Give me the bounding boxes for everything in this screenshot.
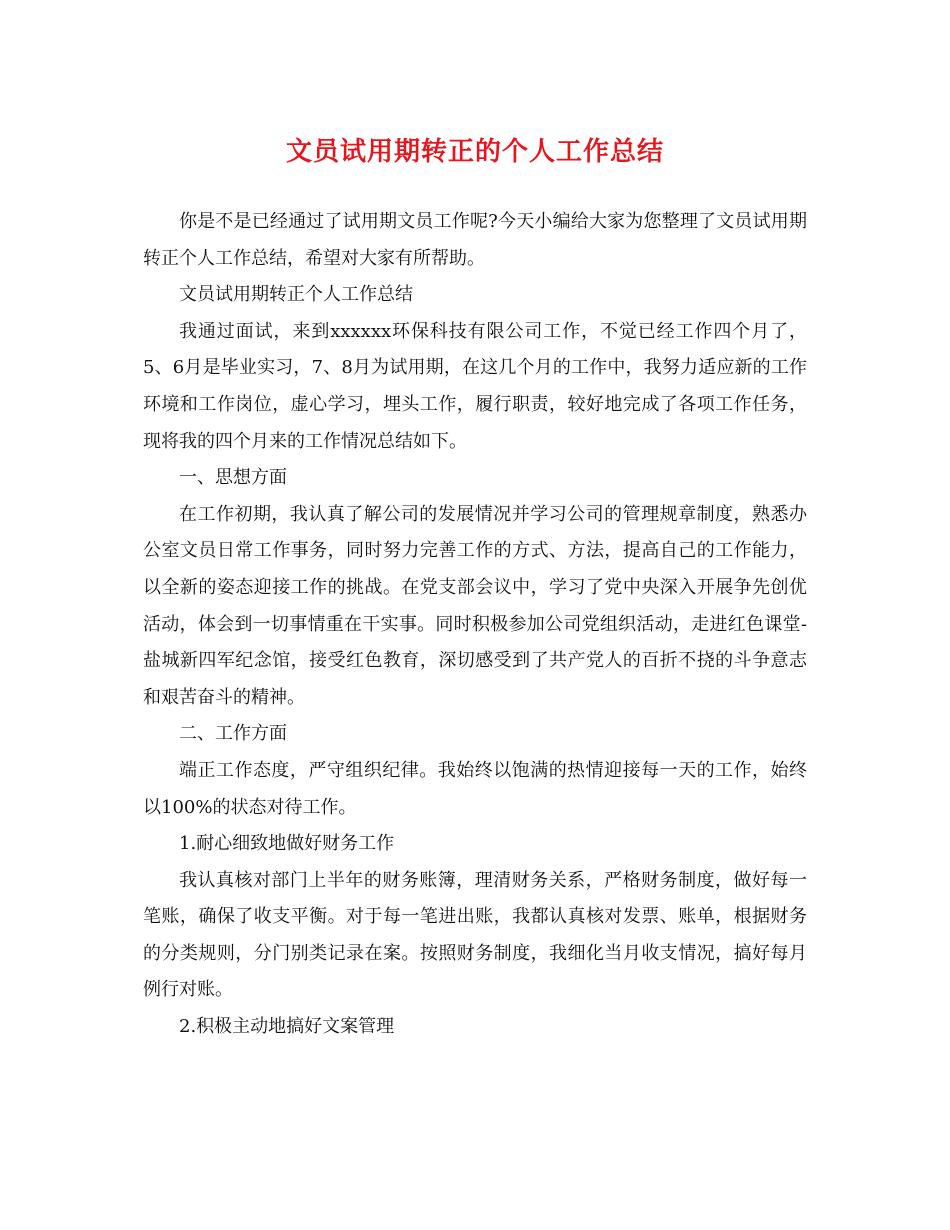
document-title: 文员试用期转正的个人工作总结 [285,137,664,167]
section-heading: 一、思想方面 [179,467,287,489]
document-body [143,204,807,1046]
body-paragraph: 端正工作态度，严守组织纪律。我始终以饱满的热情迎接每一天的工作，始终以100%的状态对待工作。 [143,759,807,818]
body-paragraph: 在工作初期，我认真了解公司的发展情况并学习公司的管理规章制度，熟悉办公室文员日常工作事务，同时努力完善工作的方式、方法，提高自己的工作能力，以全新的姿态迎接工作的挑战。在党支部会议中，学习了党中央深入开展争先创优活动，体会到一切事情重在干实事。同时积极参加公司党组织活动，走进红色课堂-盐城新四军纪念馆，接受红色教育，深切感受到了共产党人的百折不挠的斗争意志和艰苦奋斗的精神。 [143,503,807,708]
subtitle-paragraph: 文员试用期转正个人工作总结 [179,284,413,306]
body-paragraph: 我通过面试，来到xxxxxx环保科技有限公司工作，不觉已经工作四个月了，5、6月是毕业实习，7、8月为试用期，在这几个月的工作中，我努力适应新的工作环境和工作岗位，虚心学习，埋头工作，履行职责，较好地完成了各项工作任务，现将我的四个月来的工作情况总结如下。 [143,320,807,452]
section-heading: 二、工作方面 [179,723,287,745]
body-paragraph: 我认真核对部门上半年的财务账簿，理清财务关系，严格财务制度，做好每一笔账，确保了收支平衡。对于每一笔进出账，我都认真核对发票、账单，根据财务的分类规则，分门别类记录在案。按照财务制度，我细化当月收支情况，搞好每月例行对账。 [143,869,807,1001]
subsection-heading: 2.积极主动地搞好文案管理 [179,1016,395,1038]
subsection-heading: 1.耐心细致地做好财务工作 [179,833,395,855]
intro-paragraph: 你是不是已经通过了试用期文员工作呢?今天小编给大家为您整理了文员试用期转正个人工作总结，希望对大家有所帮助。 [143,211,807,269]
